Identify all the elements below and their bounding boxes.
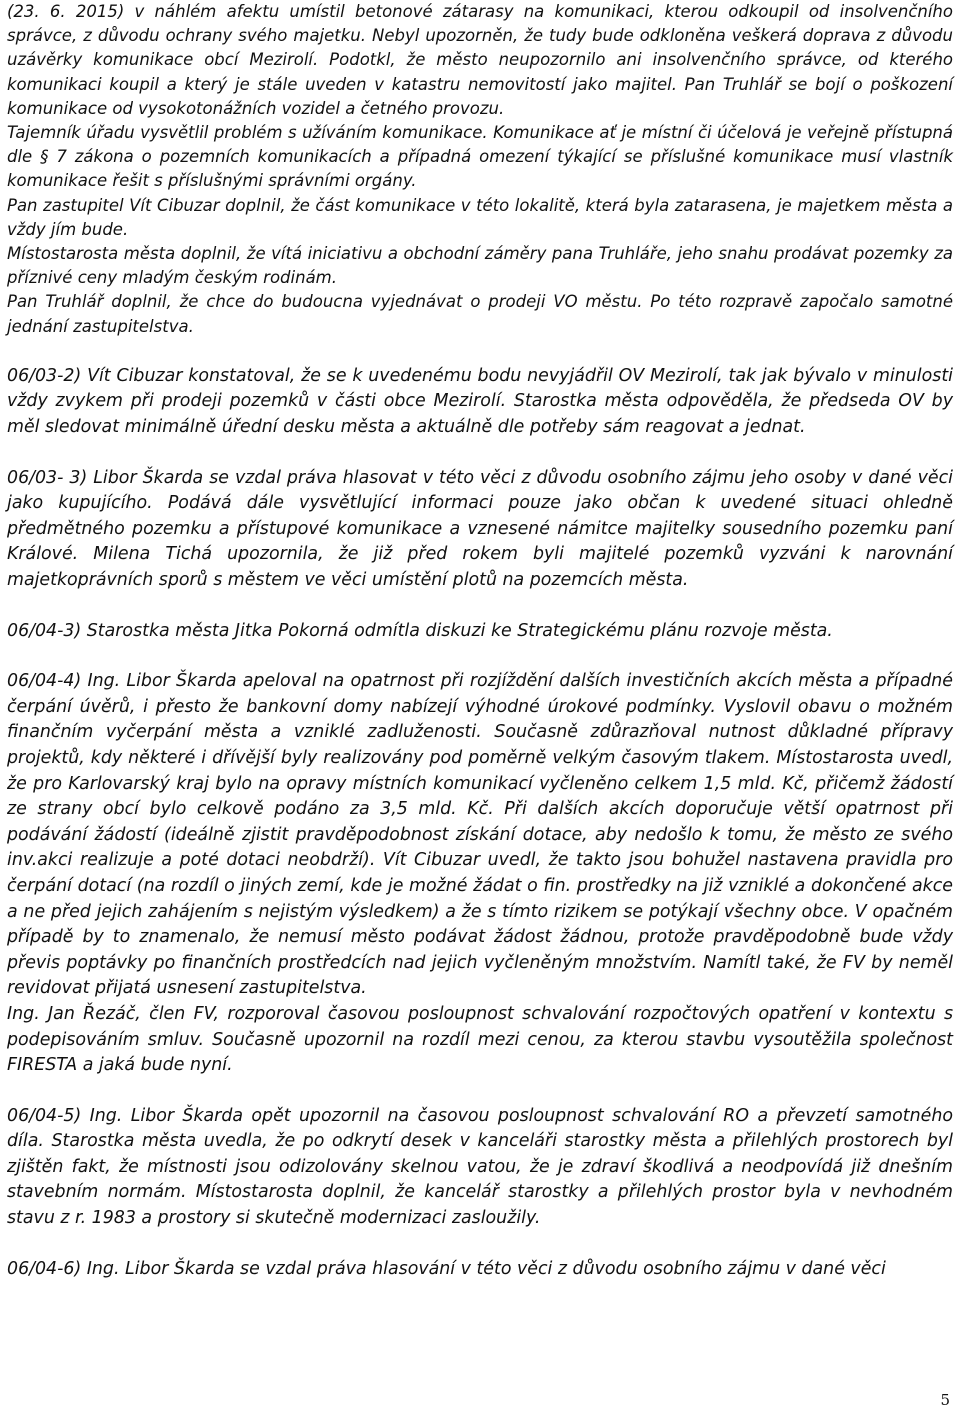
intro-paragraph: Pan Truhlář doplnil, že chce do budoucna vyjednávat o prodeji VO městu. Po této rozpravě započalo samotné jednání zastupitelstva. (7, 292, 953, 336)
intro-block (7, 0, 953, 339)
section-paragraph: Ing. Jan Řezáč, člen FV, rozporoval časovou posloupnost schvalování rozpočtových opatření v kontextu s podepisováním smluv. Současně upozornil na rozdíl mezi cenou, za kterou stavbu vysoutěžila společnost FIRESTA a jaká bude nyní. (7, 1003, 953, 1076)
section-06-04-6 (7, 1257, 953, 1283)
page-number: 5 (940, 1391, 950, 1409)
section-paragraph: 06/03-2) Vít Cibuzar konstatoval, že se k uvedenému bodu nevyjádřil OV Mezirolí, tak jak bývalo v minulosti vždy zvykem při prodeji pozemků v části obce Mezirolí. Starostka města odpověděla, že předseda OV by měl sledovat minimálně úřední desku města a aktuálně dle potřeby sám reagovat a jednat. (7, 365, 953, 438)
section-06-04-4 (7, 669, 953, 1079)
spacer (7, 594, 953, 619)
intro-paragraph: Pan zastupitel Vít Cibuzar doplnil, že část komunikace v této lokalitě, která byla zatarasena, je majetkem města a vždy jím bude. (7, 195, 953, 239)
intro-paragraph: (23. 6. 2015) v náhlém afektu umístil betonové zátarasy na komunikaci, kterou odkoupil od insolvenčního správce, z důvodu ochrany svého majetku. Nebyl upozorněn, že tudy bude odkloněna veškerá doprava z důvodu uzávěrky komunikace obcí Mezirolí. Podotkl, že město neupozornilo ani insolvenčního správce, od kterého komunikaci koupil a který je stále uveden v katastru nemovitostí jako majitel. Pan Truhlář se bojí o poškození komunikace od vysokotonážních vozidel a četného provozu. (7, 2, 953, 118)
spacer (7, 441, 953, 466)
intro-paragraph: Tajemník úřadu vysvětlil problém s užíváním komunikace. Komunikace ať je místní či účelová je veřejně přístupná dle § 7 zákona o pozemních komunikacích a případná omezení týkající se příslušné komunikace musí vlastník komunikace řešit s příslušnými správními orgány. (7, 123, 953, 191)
section-06-04-3 (7, 619, 953, 645)
section-paragraph: 06/04-4) Ing. Libor Škarda apeloval na opatrnost při rozjíždění dalších investičních akcích města a případné čerpání úvěrů, i přesto že bankovní domy nabízejí výhodné úrokové podmínky. Vyslovil obavu o možném finančním vyčerpání města a vzniklé zadluženosti. Současně zdůrazňoval nutnost důkladné přípravy projektů, kdy některé i dřívější byly realizovány pod poměrně velkým časovým tlakem. Místostarosta uvedl, že pro Karlovarský kraj bylo na opravy místních komunikací vyčleněno celkem 1,5 mld. Kč, přičemž žádostí ze strany obcí bylo celkově podáno za 3,5 mld. Kč. Při dalších akcích doporučuje větší opatrnost při podávání žádostí (ideálně zjistit pravděpodobnost získání dotace, aby nedošlo k tomu, že město ze svého inv.akci realizuje a poté dotaci neobdrží). Vít Cibuzar uvedl, že takto jsou bohužel nastavena pravidla pro čerpání dotací (na rozdíl o jiných zemí, kde je možné žádat o fin. prostředky na již vzniklé a dokončené akce a ne před jejich zahájením s nejistým výsledkem) a že s tímto rizikem se potýkají všechny obce. V opačném případě by to znamenalo, že nemusí město podávat žádost žádnou, protože pravděpodobně bude vždy převis poptávky po finančních prostředcích nad jejich vyčleněným množstvím. Namítl také, že FV by neměl revidovat přijatá usnesení zastupitelstva. (7, 671, 953, 999)
section-paragraph: 06/04-5) Ing. Libor Škarda opět upozornil na časovou posloupnost schvalování RO a převzetí samotného díla. Starostka města uvedla, že po odkrytí desek v kanceláři starostky města a přilehlých prostorech byl zjištěn fakt, že místnosti jsou odizolovány skelnou vatou, že je zdraví škodlivá a neodpovídá již dnešním stavebním normám. Místostarosta doplnil, že kancelář starostky a přilehlých prostor byla v nevhodném stavu z r. 1983 a prostory si skutečně modernizaci zasloužily. (7, 1105, 953, 1229)
spacer (7, 1232, 953, 1257)
section-paragraph: 06/04-3) Starostka města Jitka Pokorná odmítla diskuzi ke Strategickému plánu rozvoje města. (7, 620, 833, 641)
spacer (7, 1079, 953, 1104)
document-page (7, 0, 953, 1282)
spacer (7, 339, 953, 364)
section-06-04-5 (7, 1104, 953, 1232)
section-paragraph: 06/03- 3) Libor Škarda se vzdal práva hlasovat v této věci z důvodu osobního zájmu jeho osoby v dané věci jako kupujícího. Podává dále vysvětlující informaci pouze jako občan k uvedené situaci ohledně předmětného pozemku a přístupové komunikace a vznesené námitce majitelky sousedního pozemku paní Králové. Milena Tichá upozornila, že již před rokem byli majitelé pozemků vyzváni k narovnání majetkoprávních sporů s městem ve věci umístění plotů na pozemcích města. (7, 467, 953, 590)
spacer (7, 644, 953, 669)
section-paragraph: 06/04-6) Ing. Libor Škarda se vzdal práva hlasování v této věci z důvodu osobního zájmu v dané věci (7, 1258, 886, 1279)
section-06-03-3 (7, 466, 953, 594)
intro-paragraph: Místostarosta města doplnil, že vítá iniciativu a obchodní záměry pana Truhláře, jeho snahu prodávat pozemky za příznivé ceny mladým českým rodinám. (7, 244, 953, 288)
section-06-03-2 (7, 364, 953, 441)
